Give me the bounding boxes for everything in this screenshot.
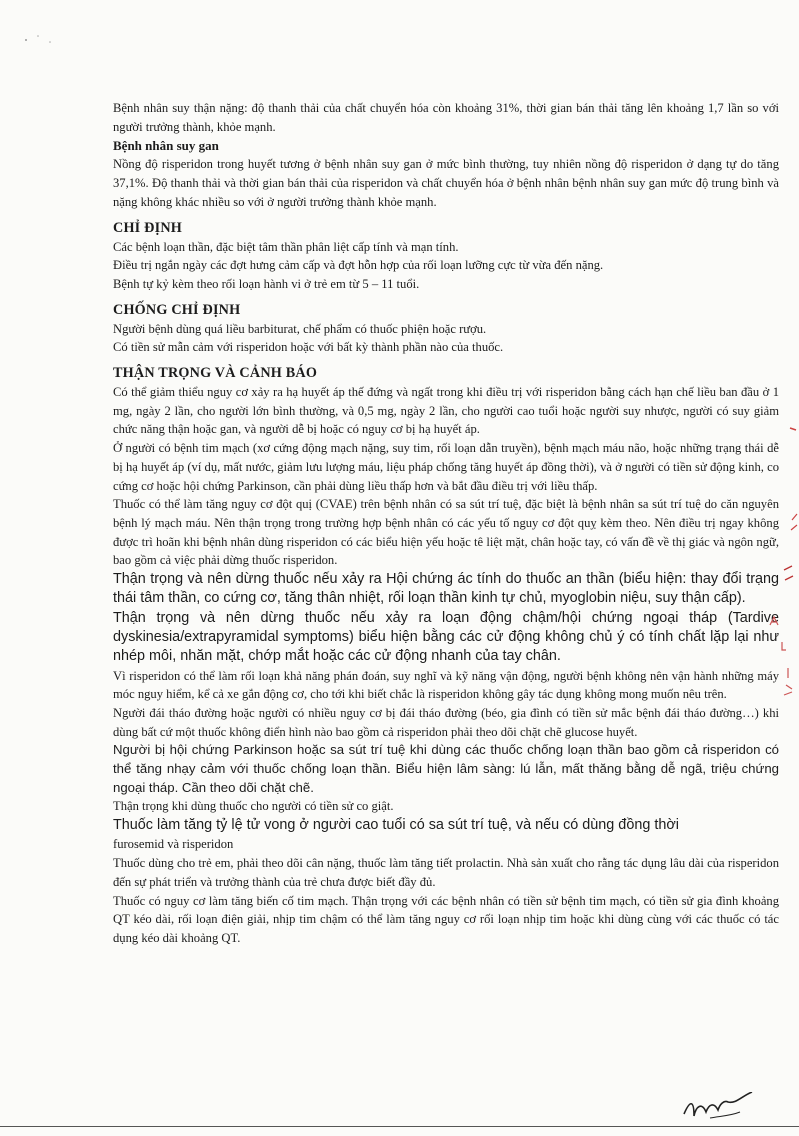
indication-item: Bệnh tự kỷ kèm theo rối loạn hành vi ở trẻ em từ 5 – 11 tuổi. <box>113 276 420 291</box>
subheading-hepatic-impairment: Bệnh nhân suy gan <box>113 138 219 154</box>
heading-precautions-warnings: THẬN TRỌNG VÀ CẢNH BÁO <box>113 365 318 382</box>
precaution-paragraph: Thuốc dùng cho trẻ em, phải theo dõi cân nặng, thuốc làm tăng tiết prolactin. Nhà sản xuất cho rằng tác dụng lâu dài của risperidon đến sự phát triển và trưởng thành của trẻ chưa được biết đầy đủ. <box>113 856 779 889</box>
document-body <box>113 99 779 948</box>
handwritten-initials-mark <box>680 1092 760 1124</box>
precaution-paragraph: Thận trọng và nên dừng thuốc nếu xảy ra loạn động chậm/hội chứng ngoại tháp (Tardive dyskinesia/extrapyramidal symptoms) biểu hiện bằng các cử động không chủ ý có tính chất lặp lại như nhép môi, nhăn mặt, chớp mắt hoặc các cử động nhanh của tay chân. <box>113 609 779 665</box>
precaution-paragraph: Thuốc có nguy cơ làm tăng biến cố tim mạch. Thận trọng với các bệnh nhân có tiền sử bệnh tim mạch, có tiền sử gia đình khoảng QT kéo dài, rối loạn điện giải, nhịp tim chậm có thể làm tăng nguy cơ rối loạn nhịp tim hoặc khi dùng cùng với các thuốc có tác dụng kéo dài khoảng QT. <box>113 893 779 945</box>
heading-indications: CHỈ ĐỊNH <box>113 219 182 236</box>
heading-contraindications: CHỐNG CHỈ ĐỊNH <box>113 301 241 318</box>
precaution-paragraph: Thận trọng khi dùng thuốc cho người có tiền sử co giật. <box>113 799 394 814</box>
precaution-paragraph: furosemid và risperidon <box>113 837 234 852</box>
paragraph-renal-impairment: Bệnh nhân suy thận nặng: độ thanh thải của chất chuyển hóa còn khoảng 31%, thời gian bán thải tăng lên khoảng 1,7 lần so với người trưởng thành, khỏe mạnh. <box>113 101 779 134</box>
stamp-fragment-marks <box>760 420 798 720</box>
precaution-paragraph: Thuốc làm tăng tỷ lệ tử vong ở người cao tuổi có sa sút trí tuệ, và nếu có dùng đồng thời <box>113 817 679 834</box>
precaution-paragraph: Thận trọng và nên dừng thuốc nếu xảy ra Hội chứng ác tính do thuốc an thần (biểu hiện: thay đổi trạng thái tâm thần, co cứng cơ, tăng thân nhiệt, rối loạn thần kinh tự chủ, myoglobin niệu, suy thận cấp). <box>113 571 779 607</box>
precaution-paragraph: Ở người có bệnh tim mạch (xơ cứng động mạch nặng, suy tim, rối loạn dẫn truyền), bệnh mạch máu não, hoặc những trạng thái dễ bị hạ huyết áp (ví dụ, mất nước, giảm lưu lượng máu, liệu pháp chống tăng huyết áp đồng thời), và ở người có tiền sử động kinh, co cứng cơ hoặc hội chứng Parkinson, cần phải dùng liều thấp hơn và bắt đầu điều trị với liều thấp. <box>113 441 779 493</box>
indication-item: Điều trị ngắn ngày các đợt hưng cảm cấp và đợt hỗn hợp của rối loạn lưỡng cực từ vừa đến nặng. <box>113 258 604 273</box>
precaution-paragraph: Vì risperidon có thể làm rối loạn khả năng phán đoán, suy nghĩ và kỹ năng vận động, người bệnh không nên vận hành những máy móc nguy hiểm, kể cả xe gắn động cơ, cho tới khi biết chắc là risperidon không gây tác dụng không mong muốn nêu trên. <box>113 668 779 702</box>
precaution-paragraph: Thuốc có thể làm tăng nguy cơ đột quị (CVAE) trên bệnh nhân có sa sút trí tuệ, đặc biệt là bệnh nhân sa sút trí tuệ do căn nguyên bệnh lý mạch máu. Nên thận trọng trong trường hợp bệnh nhân có các yếu tố nguy cơ đột quỵ kèm theo. Nên điều trị ngay không được trì hoãn khi bệnh nhân dùng risperidon có các biểu hiện yếu hoặc tê liệt mặt, chân hoặc tay, có vấn đề về thị giác và ngôn ngữ, bao gồm cả việc phải dừng thuốc risperidon. <box>113 497 779 568</box>
contraindication-item: Có tiền sử mẫn cảm với risperidon hoặc với bất kỳ thành phần nào của thuốc. <box>113 340 504 355</box>
precaution-paragraph: Người đái tháo đường hoặc người có nhiều nguy cơ bị đái tháo đường (béo, gia đình có tiền sử mắc bệnh đái tháo đường…) khi dùng bất cứ một thuốc không điển hình nào bao gồm cả risperidon phải theo dõi chặt chẽ glucose huyết. <box>113 705 779 739</box>
indication-item: Các bệnh loạn thần, đặc biệt tâm thần phân liệt cấp tính và mạn tính. <box>113 239 459 254</box>
paragraph-hepatic-impairment: Nồng độ risperidon trong huyết tương ở bệnh nhân suy gan ở mức bình thường, tuy nhiên nồng độ risperidon ở dạng tự do tăng 37,1%. Độ thanh thải và thời gian bán thải của risperidon và chất chuyển hóa ở bệnh nhân bệnh nhân suy gan mức độ trung bình và nặng không khác nhiều so với ở người trưởng thành khỏe mạnh. <box>113 157 779 209</box>
contraindication-item: Người bệnh dùng quá liều barbiturat, chế phẩm có thuốc phiện hoặc rượu. <box>113 321 487 336</box>
precaution-paragraph: Người bị hội chứng Parkinson hoặc sa sút trí tuệ khi dùng các thuốc chống loạn thần bao gồm cả risperidon có thể tăng nhạy cảm với thuốc chống loạn thần. Biểu hiện lâm sàng: lú lẫn, mất thăng bằng dễ ngã, triệu chứng ngoại tháp. Cần theo dõi chặt chẽ. <box>113 742 779 795</box>
scan-speck-marks <box>20 30 60 50</box>
precaution-paragraph: Có thể giảm thiểu nguy cơ xảy ra hạ huyết áp thế đứng và ngất trong khi điều trị với risperidon bằng cách hạn chế liều ban đầu ở 1 mg, ngày 2 lần, cho người lớn bình thường, và 0,5 mg, ngày 2 lần, cho người cao tuổi hoặc người suy nhược, người có suy giảm chức năng thận hoặc gan, và người dễ bị hoặc có nguy cơ bị hạ huyết áp. <box>113 385 779 437</box>
bottom-rule <box>0 1126 799 1127</box>
